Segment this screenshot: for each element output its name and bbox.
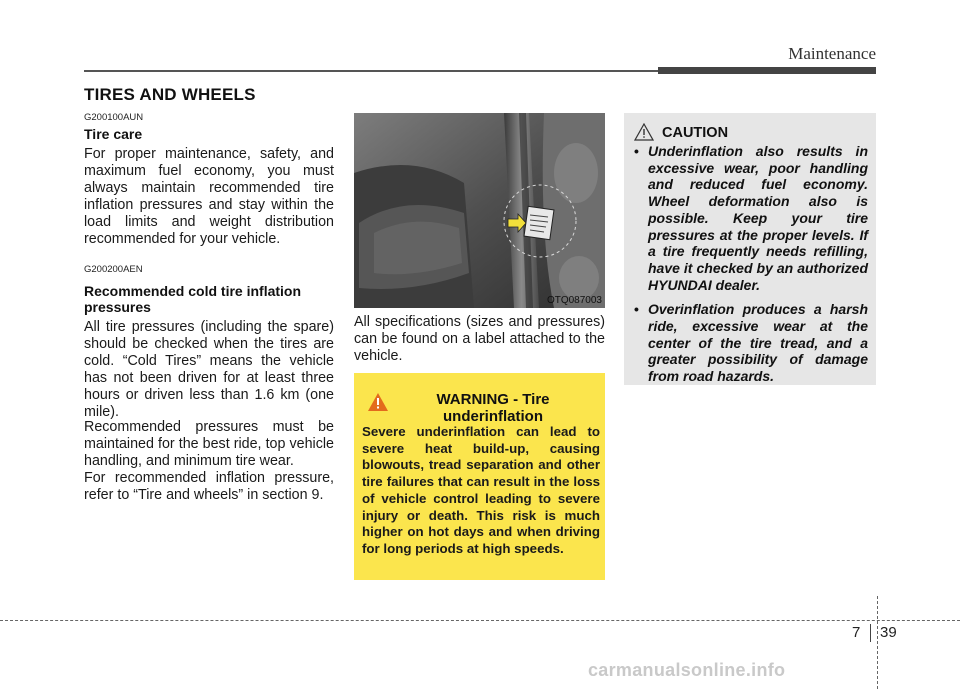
door-pillar-illustration <box>354 113 605 308</box>
caution-box <box>624 113 876 385</box>
caution-icon <box>634 123 654 141</box>
cold-pressures-para2: Recommended pressures must be maintained for the best ride, top vehicle handling, and minimum tire wear. <box>84 419 334 469</box>
caution-item-text: Underinflation also results in excessive wear, poor handling and reduced fuel economy. Wheel deformation also is possible. Keep your tire pressures at the proper levels. If a tire frequently needs refilling, have it checked by an authorized HYUNDAI dealer. <box>648 143 868 293</box>
warning-box <box>354 373 605 580</box>
section-header: Maintenance <box>788 44 876 63</box>
warning-text: Severe underinflation can lead to severe heat build-up, causing blowouts, tread separation and other tire failures that can result in the loss of vehicle control leading to severe injury or death. This risk is much higher on hot days and when driving for long periods at high speeds. <box>362 424 600 556</box>
cold-pressures-heading: Recommended cold tire inflation pressures <box>84 283 302 315</box>
tire-care-heading: Tire care <box>84 126 143 142</box>
footer-crop-mark <box>877 596 878 689</box>
caution-item-text: Overinflation produces a harsh ride, excessive wear at the center of the tire tread, and a greater possibility of damage from road hazards. <box>648 301 868 385</box>
caution-title: CAUTION <box>662 125 729 141</box>
bullet-icon: • <box>634 301 639 318</box>
cold-pressures-code: G200200AEN <box>84 264 143 275</box>
header-rule-accent <box>658 67 876 74</box>
caution-list <box>634 143 868 393</box>
footer-rule <box>0 620 960 621</box>
cold-pressures-para1: All tire pressures (including the spare) should be checked when the tires are cold. “Cold Tires” means the vehicle has not been driven for at least three hours or driven less than 1.6 km (one mile). <box>84 319 334 420</box>
label-location-text: All specifications (sizes and pressures) can be found on a label attached to the vehicle. <box>354 314 605 364</box>
page-number-divider <box>870 624 871 642</box>
tire-care-body: For proper maintenance, safety, and maximum fuel economy, you must always maintain recommended tire inflation pressures and stay within the load limits and weight distribution recommended for your vehicle. <box>84 146 334 247</box>
caution-item <box>634 301 868 385</box>
chapter-number: 7 <box>852 624 861 641</box>
page-title: TIRES AND WHEELS <box>84 85 256 104</box>
caution-item <box>634 143 868 293</box>
tire-care-code: G200100AUN <box>84 112 144 123</box>
warning-icon <box>368 393 388 411</box>
header-rule <box>84 70 664 72</box>
photo-code: OTQ087003 <box>546 295 602 306</box>
bullet-icon: • <box>634 143 639 159</box>
door-label-photo <box>354 113 605 308</box>
warning-title: WARNING - Tire underinflation <box>436 391 550 425</box>
page-number: 39 <box>880 624 897 641</box>
cold-pressures-para3: For recommended inflation pressure, refer to “Tire and wheels” in section 9. <box>84 470 334 503</box>
watermark: carmanualsonline.info <box>588 660 786 680</box>
